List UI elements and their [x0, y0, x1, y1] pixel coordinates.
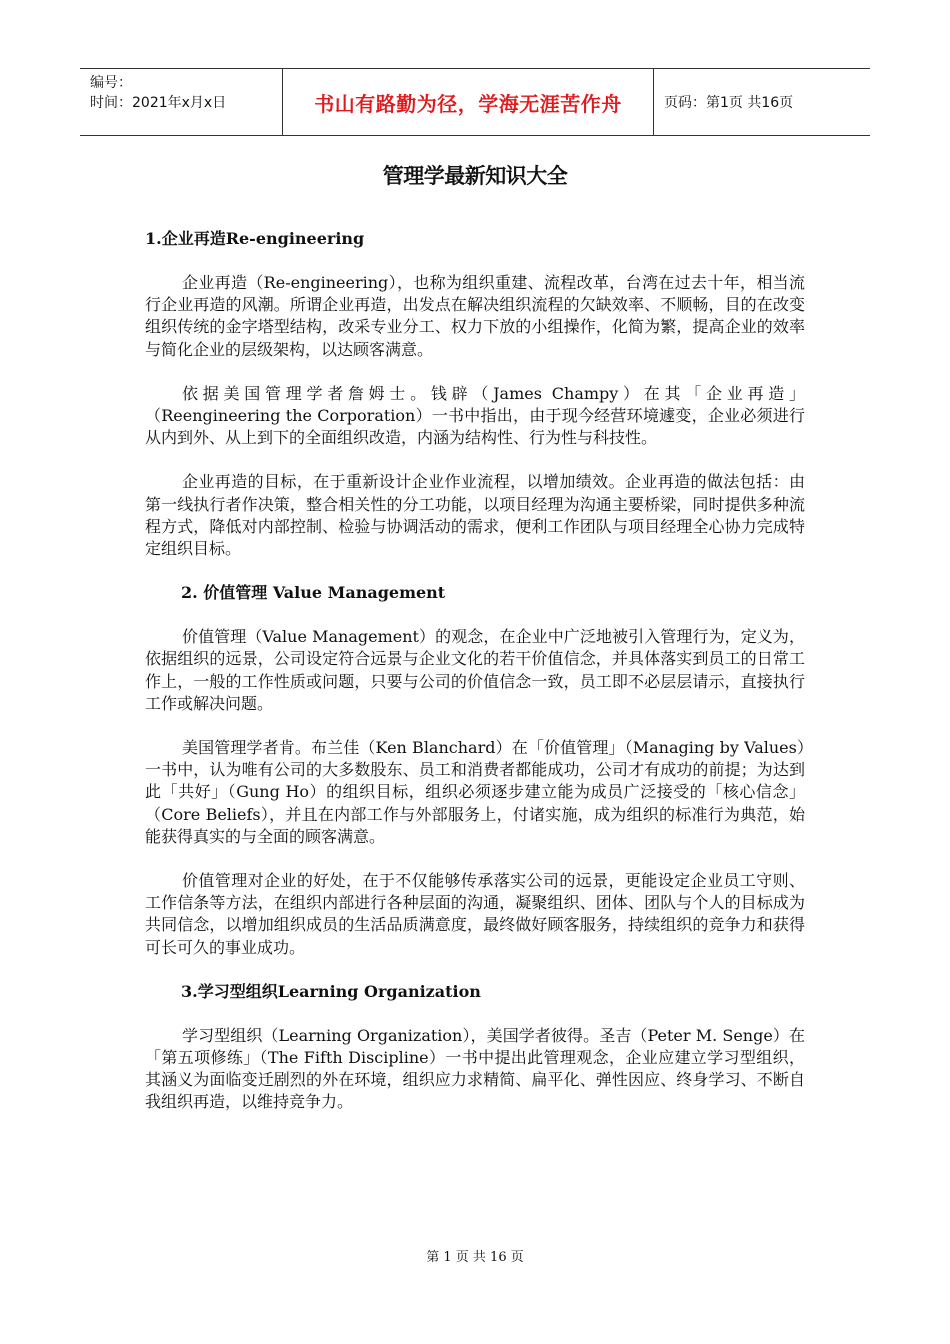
section-heading: 3.学习型组织Learning Organization — [181, 981, 481, 1001]
document-time-label: 时间：2021年x月x日 — [90, 95, 227, 111]
header-meta — [80, 69, 282, 135]
section-heading: 1.企业再造Re-engineering — [145, 229, 365, 248]
paragraph: 依据美国管理学者詹姆士。钱辟（James Champy）在其「企业再造」（Reengineering the Corporation）一书中指出，由于现今经营环境遽变，企业必须进行从内到外、从上到下的全面组织改造，内涵为结构性、行为性与科技性。 — [145, 383, 805, 448]
paragraph: 企业再造（Re-engineering），也称为组织重建、流程改革，台湾在过去十年，相当流行企业再造的风潮。所谓企业再造，出发点在解决组织流程的欠缺效率、不顺畅，目的在改变组织传统的金字塔型结构，改采专业分工、权力下放的小组操作，化简为繁，提高企业的效率与简化企业的层级架构，以达顾客满意。 — [145, 273, 805, 359]
paragraph: 价值管理对企业的好处，在于不仅能够传承落实公司的远景，更能设定企业员工守则、工作信条等方法，在组织内部进行各种层面的沟通，凝聚组织、团体、团队与个人的目标成为共同信念，以增加组织成员的生活品质满意度，最终做好顾客服务，持续组织的竞争力和获得可长可久的事业成功。 — [145, 871, 805, 957]
document-body — [145, 228, 805, 1136]
document-number-label: 编号： — [90, 75, 132, 91]
section-heading: 2. 价值管理 Value Management — [181, 583, 446, 603]
header-page-info: 页码：第1页 共16页 — [664, 95, 794, 111]
page-footer: 第 1 页 共 16 页 — [426, 1250, 524, 1265]
paragraph: 学习型组织（Learning Organization），美国学者彼得。圣吉（Peter M. Senge）在「第五项修练」（The Fifth Discipline）一书中提出此管理观念，企业应建立学习型组织，其涵义为面临变迁剧烈的外在环境，组织应力求精简、扁平化、弹性因应、终身学习、不断自我组织再造，以维持竞争力。 — [145, 1025, 805, 1112]
paragraph: 价值管理（Value Management）的观念，在企业中广泛地被引入管理行为，定义为，依据组织的远景，公司设定符合远景与企业文化的若干价值信念，并具体落实到员工的日常工作上，一般的工作性质或问题，只要与公司的价值信念一致，员工即不必层层请示，直接执行工作或解决问题。 — [145, 627, 805, 713]
paragraph: 美国管理学者肯。布兰佳（Ken Blanchard）在「价值管理」（Managing by Values）一书中，认为唯有公司的大多数股东、员工和消费者都能成功，公司才有成功的前提；为达到此「共好」（Gung Ho）的组织目标，组织必须逐步建立能为成员广泛接受的「核心信念」（Core Beliefs），并且在内部工作与外部服务上，付诸实施，成为组织的标准行为典范，始能获得真实的与全面的顾客满意。 — [145, 738, 805, 846]
header-motto: 书山有路勤为径，学海无涯苦作舟 — [282, 69, 654, 135]
document-title: 管理学最新知识大全 — [382, 164, 568, 188]
paragraph: 企业再造的目标，在于重新设计企业作业流程，以增加绩效。企业再造的做法包括：由第一线执行者作决策，整合相关性的分工功能，以项目经理为沟通主要桥梁，同时提供多种流程方式，降低对内部控制、检验与协调活动的需求，便利工作团队与项目经理全心协力完成特定组织目标。 — [145, 472, 805, 559]
page-header — [80, 68, 870, 136]
